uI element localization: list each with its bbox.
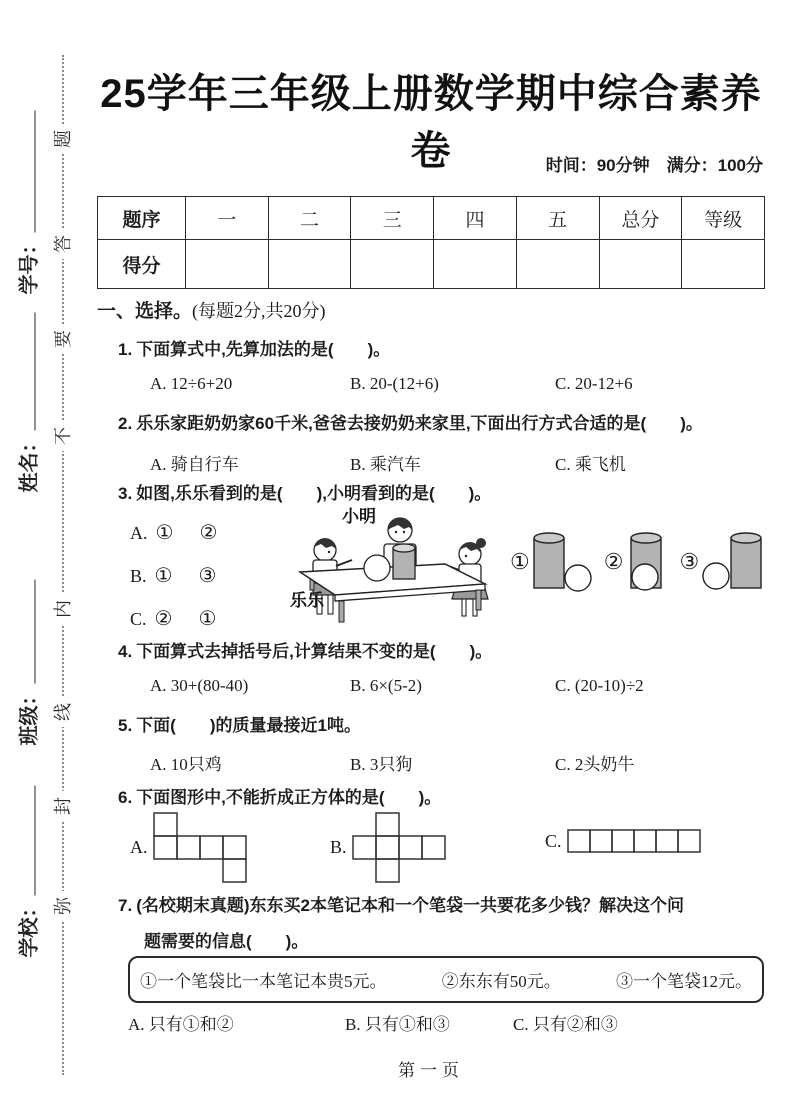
question-1-options xyxy=(150,374,633,394)
lele-label: 乐乐 xyxy=(290,591,324,610)
question-1-stem: 下面算式中,先算加法的是( )。 xyxy=(136,340,391,359)
circled-number: ② xyxy=(154,608,173,630)
seal-char: 答 xyxy=(50,229,76,259)
view-2-figure xyxy=(625,530,669,594)
info-item-3: ③一个笔袋12元。 xyxy=(616,972,752,991)
question-7 xyxy=(118,894,684,918)
question-2 xyxy=(118,412,703,436)
option-letter: A. xyxy=(130,837,148,857)
question-3-number: 3. xyxy=(118,484,133,503)
circled-number: ③ xyxy=(198,565,217,587)
question-5-number: 5. xyxy=(118,716,133,735)
score-cell xyxy=(516,240,599,289)
name-label: 姓名： xyxy=(18,432,41,493)
student-id-label: 学号： xyxy=(18,234,41,295)
view-3 xyxy=(679,530,763,594)
question-7-stem-line2: 题需要的信息( )。 xyxy=(144,932,309,951)
name-blank-line xyxy=(32,313,36,431)
question-2-number: 2. xyxy=(118,414,133,433)
class-label: 班级： xyxy=(18,685,41,746)
seal-char: 不 xyxy=(50,421,76,451)
question-5 xyxy=(118,714,361,738)
option-letter: B. xyxy=(330,837,347,857)
section-note: (每题2分,共20分) xyxy=(192,301,326,321)
question-7-options xyxy=(128,1010,618,1035)
question-6-stem: 下面图形中,不能折成正方体的是( )。 xyxy=(136,788,442,807)
info-item-1: ①一个笔袋比一本笔记本贵5元。 xyxy=(140,972,387,991)
question-5-option-b: B. 3只狗 xyxy=(350,755,413,774)
info-item-2: ②东东有50元。 xyxy=(441,972,561,991)
option-letter: C. xyxy=(545,831,562,851)
score-table-header: 一 xyxy=(186,197,269,240)
seal-char: 题 xyxy=(50,124,76,154)
question-1 xyxy=(118,338,390,362)
question-4-number: 4. xyxy=(118,642,133,661)
question-4-option-c: C. (20-10)÷2 xyxy=(555,676,644,695)
question-7-stem-line2-row xyxy=(144,930,308,954)
option-letter: C. xyxy=(130,609,147,629)
q3-scene-figure xyxy=(280,502,508,624)
section-title: 一、选择。 xyxy=(97,301,193,322)
student-id-blank-line xyxy=(32,111,36,233)
circled-number: ① xyxy=(154,565,173,587)
ball xyxy=(364,555,390,581)
view-3-figure xyxy=(701,530,763,594)
page-number: 第一页 xyxy=(398,1061,464,1080)
xiaoming-label: 小明 xyxy=(342,507,376,526)
score-table xyxy=(97,196,765,289)
net-b-figure xyxy=(352,812,446,883)
question-7-number: 7. xyxy=(118,896,133,915)
question-4-options xyxy=(150,676,644,696)
score-cell xyxy=(599,240,682,289)
name-field xyxy=(13,313,42,493)
score-cell xyxy=(351,240,434,289)
class-field xyxy=(13,580,42,746)
score-table-header: 四 xyxy=(434,197,517,240)
circled-number: ① xyxy=(510,549,530,574)
question-4-stem: 下面算式去掉括号后,计算结果不变的是( )。 xyxy=(136,642,493,661)
seal-char: 封 xyxy=(50,791,76,821)
circled-number: ③ xyxy=(679,549,700,574)
score-table-header: 二 xyxy=(268,197,351,240)
circled-number: ② xyxy=(199,522,218,544)
section-heading xyxy=(97,296,326,323)
question-5-option-c: C. 2头奶牛 xyxy=(555,755,635,774)
question-4-option-a: A. 30+(80-40) xyxy=(150,676,249,695)
circled-number: ① xyxy=(155,522,174,544)
question-1-number: 1. xyxy=(118,340,133,359)
net-a-figure xyxy=(153,812,247,883)
question-2-stem: 乐乐家距奶奶家60千米,爸爸去接奶奶来家里,下面出行方式合适的是( )。 xyxy=(136,414,703,433)
question-3-option-a xyxy=(130,520,217,545)
question-7-option-a: A. 只有①和② xyxy=(128,1015,234,1034)
paper-content xyxy=(97,0,765,1102)
question-2-option-a: A. 骑自行车 xyxy=(150,455,239,474)
question-1-option-c: C. 20-12+6 xyxy=(555,374,633,393)
score-table-header: 五 xyxy=(516,197,599,240)
question-2-option-c: C. 乘飞机 xyxy=(555,455,626,474)
class-blank-line xyxy=(32,580,36,684)
score-table-header: 三 xyxy=(351,197,434,240)
score-table-header: 总分 xyxy=(599,197,682,240)
net-c-figure xyxy=(567,829,701,854)
seal-char: 内 xyxy=(50,594,76,624)
question-6-figures xyxy=(97,806,765,898)
q3-views xyxy=(510,530,773,594)
question-1-option-a: A. 12÷6+20 xyxy=(150,374,233,393)
option-letter: B. xyxy=(130,566,147,586)
time-score-info: 时间：90分钟 满分：100分 xyxy=(545,156,763,175)
question-7-option-c: C. 只有②和③ xyxy=(513,1015,618,1034)
student-id-field xyxy=(13,111,42,295)
view-2 xyxy=(604,530,670,594)
question-3-figure-block xyxy=(97,502,765,630)
circled-number: ① xyxy=(198,608,217,630)
school-field xyxy=(13,786,42,958)
seal-char: 线 xyxy=(50,697,76,727)
question-2-option-b: B. 乘汽车 xyxy=(350,455,421,474)
question-2-options xyxy=(150,450,626,475)
question-3-option-c xyxy=(130,606,216,631)
option-letter: A. xyxy=(130,523,148,543)
question-3-stem: 如图,乐乐看到的是( ),小明看到的是( )。 xyxy=(136,484,492,503)
score-cell xyxy=(186,240,269,289)
question-5-stem: 下面( )的质量最接近1吨。 xyxy=(136,716,361,735)
question-1-option-b: B. 20-(12+6) xyxy=(350,374,439,393)
question-7-info-box xyxy=(128,956,764,1003)
question-7-stem-line1: (名校期末真题)东东买2本笔记本和一个笔袋一共要花多少钱？解决这个问 xyxy=(136,896,684,915)
seal-char: 弥 xyxy=(50,891,76,921)
score-row-label: 得分 xyxy=(98,240,186,289)
seal-char: 要 xyxy=(50,324,76,354)
question-6-number: 6. xyxy=(118,788,133,807)
question-4 xyxy=(118,640,492,664)
score-cell xyxy=(682,240,765,289)
circled-number: ② xyxy=(603,549,624,574)
question-7-option-b: B. 只有①和③ xyxy=(345,1015,450,1034)
question-3-option-b xyxy=(130,563,216,588)
score-table-header: 题序 xyxy=(98,197,186,240)
view-1-figure xyxy=(532,530,594,594)
seal-line xyxy=(50,55,76,1075)
cylinder xyxy=(393,544,415,579)
question-6-option-c xyxy=(545,829,701,854)
score-cell xyxy=(434,240,517,289)
question-6-option-b xyxy=(330,812,446,883)
seal-dotted-line xyxy=(62,55,64,1075)
school-blank-line xyxy=(32,786,36,896)
score-table-header: 等级 xyxy=(682,197,765,240)
school-label: 学校： xyxy=(18,897,41,958)
question-5-options xyxy=(150,750,634,775)
question-4-option-b: B. 6×(5-2) xyxy=(350,676,422,695)
paper-title: 25学年三年级上册数学期中综合素养卷 xyxy=(100,72,762,173)
score-cell xyxy=(268,240,351,289)
question-6-option-a xyxy=(130,812,247,883)
question-5-option-a: A. 10只鸡 xyxy=(150,755,222,774)
view-1 xyxy=(510,530,594,594)
